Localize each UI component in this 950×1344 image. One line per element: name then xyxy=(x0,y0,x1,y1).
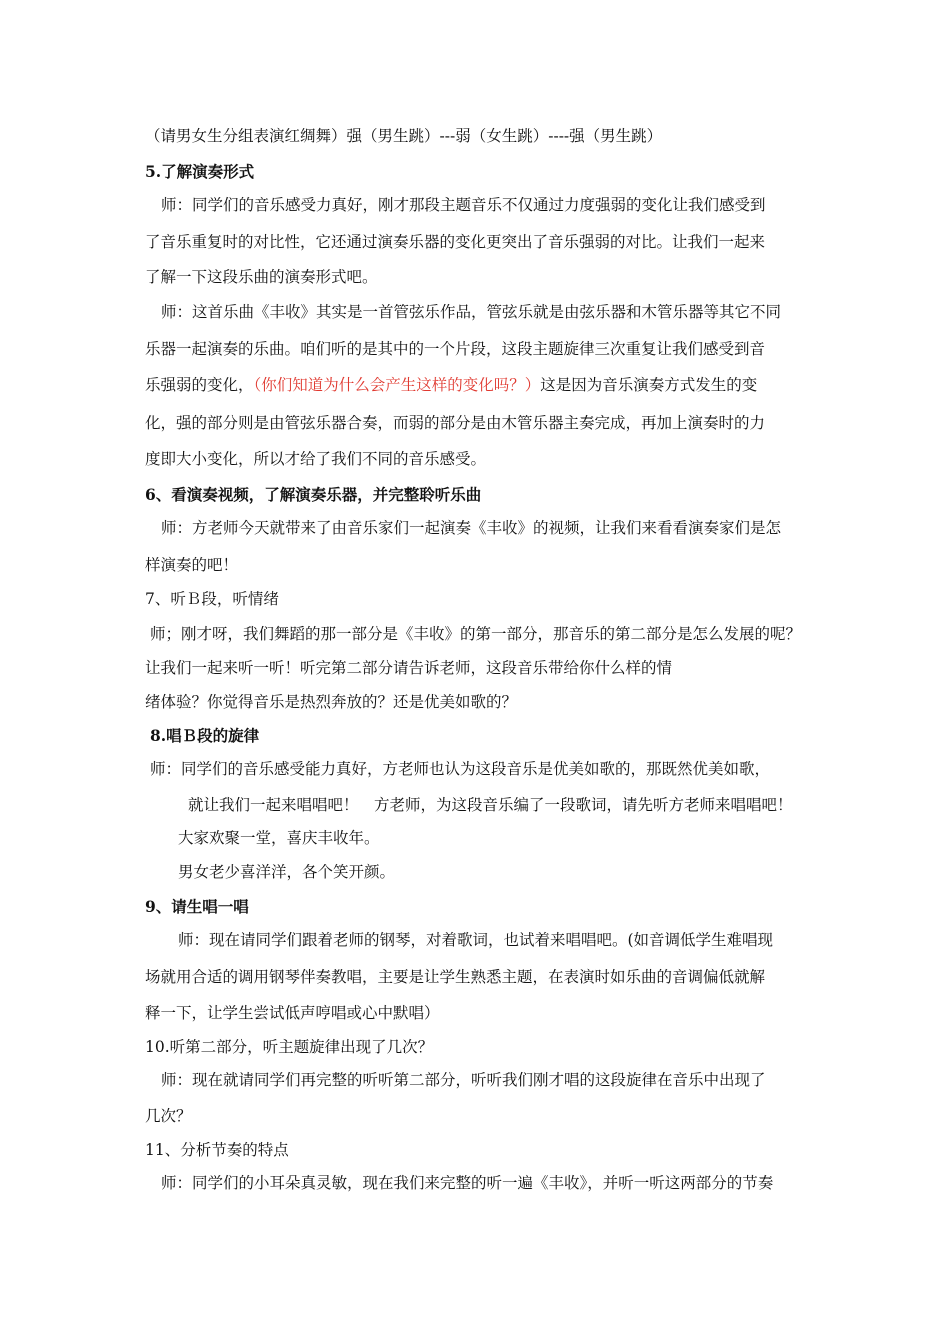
paragraph-line: 度即大小变化，所以才给了我们不同的音乐感受。 xyxy=(145,450,487,468)
paragraph-line: 师：同学们的音乐感受力真好，刚才那段主题音乐不仅通过力度强弱的变化让我们感受到 xyxy=(161,196,766,214)
paragraph-line: 几次？ xyxy=(145,1107,192,1125)
paragraph-line: 师：同学们的音乐感受能力真好，方老师也认为这段音乐是优美如歌的，那既然优美如歌， xyxy=(150,760,771,778)
paragraph-line: 就让我们一起来唱唱吧！ 方老师，为这段音乐编了一段歌词，请先听方老师来唱唱吧！ xyxy=(188,796,793,814)
paragraph-line: 场就用合适的调用钢琴伴奏教唱，主要是让学生熟悉主题，在表演时如乐曲的音调偏低就解 xyxy=(145,968,766,986)
text-segment: 乐强弱的变化， xyxy=(145,376,254,394)
paragraph-line: 样演奏的吧！ xyxy=(145,556,239,574)
paragraph-line: 释一下，让学生尝试低声哼唱或心中默唱） xyxy=(145,1004,440,1022)
paragraph-line: 师：现在就请同学们再完整的听听第二部分，听听我们刚才唱的这段旋律在音乐中出现了 xyxy=(161,1071,766,1089)
section-heading-8: 8.唱Ｂ段的旋律 xyxy=(150,726,260,745)
paragraph-line: 师：现在请同学们跟着老师的钢琴，对着歌词，也试着来唱唱吧。(如音调低学生难唱现 xyxy=(178,931,774,949)
section-heading-7: 7、听Ｂ段，听情绪 xyxy=(145,590,279,608)
performance-instruction: （请男女生分组表演红绸舞）强（男生跳）---弱（女生跳）----强（男生跳） xyxy=(145,127,663,145)
section-heading-9: 9、请生唱一唱 xyxy=(145,897,249,916)
highlighted-question: （你们知道为什么会产生这样的变化吗？） xyxy=(253,376,541,394)
section-heading-10: 10.听第二部分，听主题旋律出现了几次？ xyxy=(145,1038,434,1056)
paragraph-line: 了解一下这段乐曲的演奏形式吧。 xyxy=(145,268,378,286)
paragraph-line: 师：同学们的小耳朵真灵敏，现在我们来完整的听一遍《丰收》，并听一听这两部分的节奏 xyxy=(161,1174,774,1192)
paragraph-line-with-question xyxy=(145,375,757,395)
text-segment: 这是因为音乐演奏方式发生的变 xyxy=(540,376,758,394)
lyric-line-2: 男女老少喜洋洋，各个笑开颜。 xyxy=(178,863,396,881)
paragraph-line: 让我们一起来听一听！听完第二部分请告诉老师，这段音乐带给你什么样的情 xyxy=(145,659,673,677)
paragraph-line: 师：方老师今天就带来了由音乐家们一起演奏《丰收》的视频，让我们来看看演奏家们是怎 xyxy=(161,519,782,537)
paragraph-line: 师：这首乐曲《丰收》其实是一首管弦乐作品，管弦乐就是由弦乐器和木管乐器等其它不同 xyxy=(161,303,782,321)
lyric-line-1: 大家欢聚一堂，喜庆丰收年。 xyxy=(178,829,380,847)
paragraph-line: 了音乐重复时的对比性，它还通过演奏乐器的变化更突出了音乐强弱的对比。让我们一起来 xyxy=(145,233,766,251)
section-heading-11: 11、分析节奏的特点 xyxy=(145,1141,289,1159)
section-heading-5: 5.了解演奏形式 xyxy=(145,162,255,181)
paragraph-line: 师；刚才呀，我们舞蹈的那一部分是《丰收》的第一部分，那音乐的第二部分是怎么发展的呢？ xyxy=(150,625,802,643)
paragraph-line: 化，强的部分则是由管弦乐器合奏，而弱的部分是由木管乐器主奏完成，再加上演奏时的力 xyxy=(145,414,766,432)
paragraph-line: 乐器一起演奏的乐曲。咱们听的是其中的一个片段，这段主题旋律三次重复让我们感受到音 xyxy=(145,340,766,358)
section-heading-6: 6、看演奏视频，了解演奏乐器，并完整聆听乐曲 xyxy=(145,485,482,504)
paragraph-line: 绪体验？你觉得音乐是热烈奔放的？还是优美如歌的？ xyxy=(145,693,518,711)
